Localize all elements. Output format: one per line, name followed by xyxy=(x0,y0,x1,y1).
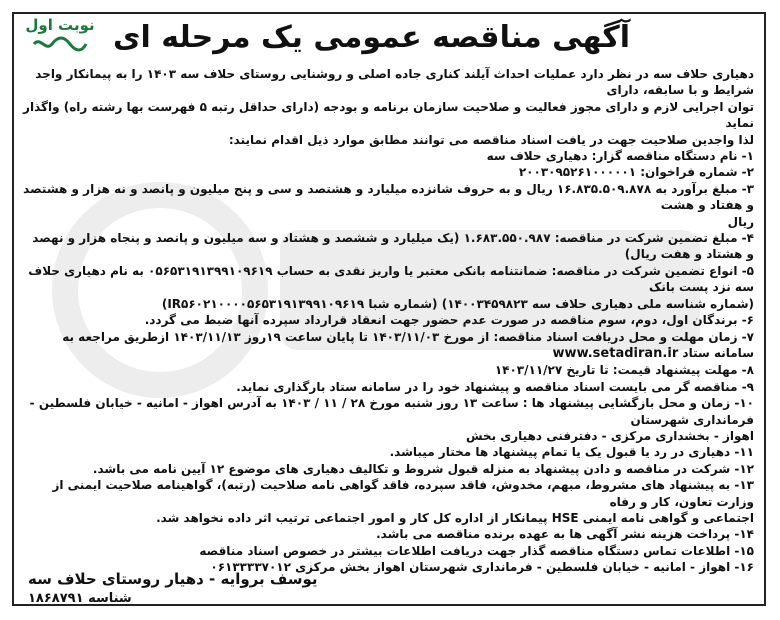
intro-line-3: لذا واجدین صلاحیت جهت در یافت اسناد مناقصه می توانند مطابق موارد ذیل اقدام نمایند: xyxy=(228,132,754,147)
item-11: ۱۱- دهیاری در رد یا قبول یک یا تمام پیشنهاد ها مختار میباشد. xyxy=(389,445,754,460)
setadiran-link[interactable]: www.setadiran.ir xyxy=(552,345,679,361)
first-round-badge xyxy=(20,16,100,62)
item-7 xyxy=(22,329,754,363)
notice-title: آگهی مناقصه عمومی یک مرحله ای xyxy=(113,20,630,55)
badge-label: نوبت اول xyxy=(25,16,95,34)
item-12: ۱۲- شرکت در مناقصه و دادن پیشنهاد به منزله قبول شروط و تکالیف دهیاری های موضوع ۱۲ آیین نامه می باشد. xyxy=(92,461,754,476)
item-5b: (شماره شناسه ملی دهیاری حلاف سه ۱۴۰۰۳۴۵۹۸۲۳) (شماره شبا IR۵۶۰۲۱۰۰۰۰۵۶۵۳۱۹۱۳۹۹۱۰۹۶۱۹) xyxy=(161,296,754,311)
notice-id: شناسه ۱۸۶۸۷۹۱ xyxy=(28,591,132,606)
item-4: ۴- مبلغ تضمین شرکت در مناقصه: ۱.۶۸۳.۵۵۰.۹۸۷ (یک میلیارد و ششصد و هشتاد و سه میلیون و پانصد و پنجاه هزار و نهصد و هشتاد و هفت ریال) xyxy=(32,231,754,262)
item-10a: ۱۰- زمان و محل بازگشایی پیشنهاد ها : ساعت ۱۳ روز شنبه مورخ ۲۸ / ۱۱ / ۱۴۰۳ به آدرس اهواز - امانیه - خیابان فلسطین - فرمانداری شهرستان xyxy=(29,396,754,427)
item-5a: ۵- انواع تضمین شرکت در مناقصه: ضمانتنامه بانکی معتبر یا واریز نقدی به حساب ۰۵۶۵۳۱۹۱۳۹۹۱۰۹۶۱۹ به نام دهیاری حلاف سه نزد پست بانک xyxy=(28,263,754,295)
signature: یوسف بروایه - دهیار روستای حلاف سه xyxy=(28,570,318,588)
item-3b: ریال xyxy=(727,214,754,229)
item-6: ۶- برندگان اول، دوم، سوم مناقصه در صورت عدم حضور جهت انعقاد قرارداد سپرده آنها ضبط می گردد. xyxy=(144,313,754,328)
item-14: ۱۴- پرداخت هزینه نشر آگهی ها به عهده برنده مناقصه می باشد. xyxy=(376,527,754,542)
item-15: ۱۵- اطلاعات تماس دستگاه مناقصه گذار جهت دریافت اطلاعات بیشتر در خصوص اسناد مناقصه xyxy=(199,543,754,558)
intro-line-1: دهیاری حلاف سه در نظر دارد عملیات احداث آیلند کناری جاده اصلی و روشنایی روستای حلاف سه ۱۴۰۳ را به پیمانکار واجد شرایط و با سابقه، دارای xyxy=(35,67,754,98)
item-8: ۸- مهلت پیشنهاد قیمت: تا تاریخ ۱۴۰۳/۱۱/۲۷ xyxy=(494,363,754,378)
notice-body xyxy=(22,66,754,576)
item-13a: ۱۳- به پیشنهاد های مشروط، مبهم، مخدوش، فاقد سپرده، فاقد گواهی نامه صلاحیت (رتبه)، گواهینامه صلاحیت ایمنی از وزارت تعاون، کار و رفاه xyxy=(52,478,754,509)
item-13b: اجتماعی و گواهی نامه ایمنی HSE پیمانکار از اداره کل کار و امور اجتماعی ترتیب اثر داده نخواهد شد. xyxy=(156,510,754,525)
item-16: ۱۶- اهواز - امانیه - خیابان فلسطین - فرمانداری شهرستان اهواز بخش مرکزی ۰۶۱۳۳۳۳۷۰۱۲ xyxy=(210,560,754,575)
intro-line-2: توان اجرایی لازم و دارای مجوز فعالیت و صلاحیت سازمان برنامه و بودجه (دارای حداقل رتبه ۵ فهرست بها رشته راه) واگذار نماید xyxy=(23,99,754,131)
item-7-text: ۷- زمان مهلت و محل دریافت اسناد مناقصه: از مورخ ۱۴۰۳/۱۱/۰۳ تا پایان ساعت ۱۹روز ۱۴۰۳/۱۱/۱۳ ازطریق مراجعه به سامانه ستاد xyxy=(62,329,754,360)
wave-ornament-icon xyxy=(32,36,88,52)
item-10b: اهواز - بخشداری مرکزی - دفترفنی دهیاری بخش xyxy=(465,428,754,443)
item-3a: ۳- مبلغ برآورد به ۱۶.۸۳۵.۵۰۹.۸۷۸ ریال و به حروف شانزده میلیارد و هشتصد و سی و پنج میلیون و پانصد و نه هزار و هشتصد و هفتاد و هشت xyxy=(23,181,754,213)
item-1: ۱- نام دستگاه مناقصه گزار: دهیاری حلاف سه xyxy=(486,149,754,164)
item-2: ۲- شماره فراخوان: ۲۰۰۳۰۹۵۲۶۱۰۰۰۰۰۱ xyxy=(518,165,754,180)
item-9: ۹- مناقصه گر می بایست اسناد مناقصه و پیشنهاد خود را در سامانه ستاد بارگذاری نماید. xyxy=(236,379,754,394)
